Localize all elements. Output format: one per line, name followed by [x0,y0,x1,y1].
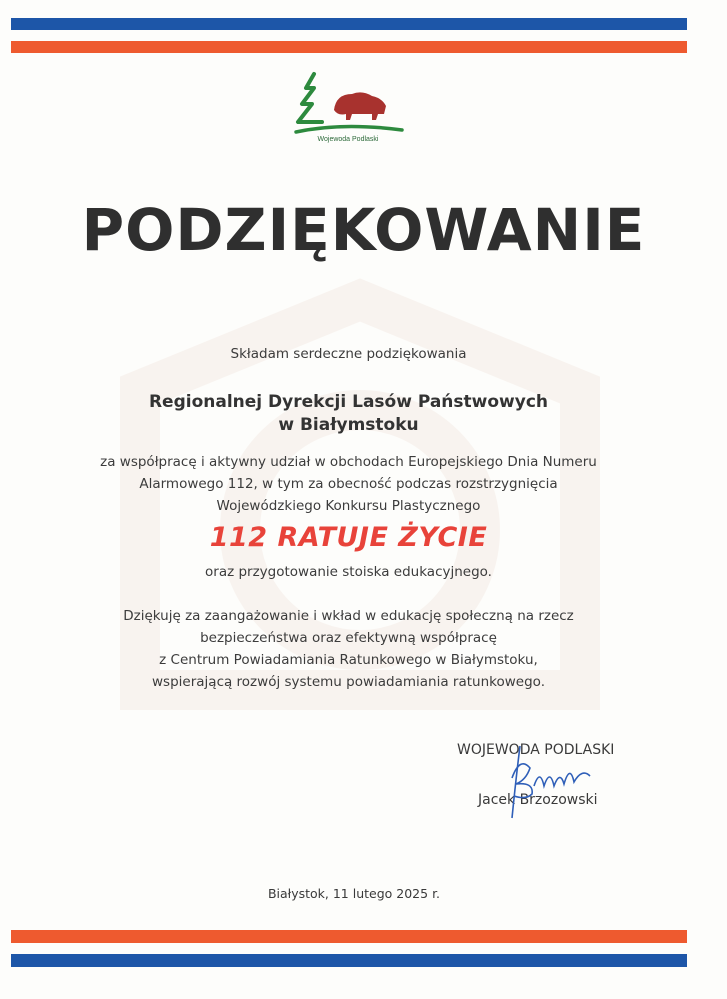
watermark-112-icon [80,270,640,770]
body3-line-1: Dziękuję za zaangażowanie i wkład w edukację społeczną na rzecz [123,608,574,624]
slogan: 112 RATUJE ŻYCIE [209,522,488,553]
recipient-line-1: Regionalnej Dyrekcji Lasów Państwowych [148,392,549,412]
body1-line-2: Alarmowego 112, w tym za obecność podczas rozstrzygnięcia [139,476,558,492]
top-orange-stripe [11,41,687,53]
signatory-office: WOJEWODA PODLASKI [457,742,615,758]
signatory-name: Jacek Brzozowski [478,792,598,808]
body3-line-2: bezpieczeństwa oraz efektywną współpracę [200,630,497,646]
bottom-orange-stripe [11,930,687,943]
body3-line-3: z Centrum Powiadamiania Ratunkowego w Białymstoku, [159,652,538,668]
logo-caption: Wojewoda Podlaski [317,136,379,143]
handwritten-signature-icon [490,738,610,828]
body2-text: oraz przygotowanie stoiska edukacyjnego. [205,564,492,580]
body3-line-4: wspierającą rozwój systemu powiadamiania ratunkowego. [152,674,545,690]
intro-text: Składam serdeczne podziękowania [230,346,467,362]
document-date: Białystok, 11 lutego 2025 r. [267,886,441,901]
recipient-line-2: w Białymstoku [278,415,419,435]
body1-line-1: za współpracę i aktywny udział w obchodach Europejskiego Dnia Numeru [100,454,597,470]
top-blue-stripe [11,18,687,30]
body1-line-3: Wojewódzkiego Konkursu Plastycznego [216,498,481,514]
bottom-blue-stripe [11,954,687,967]
document-title: PODZIĘKOWANIE [81,196,646,264]
